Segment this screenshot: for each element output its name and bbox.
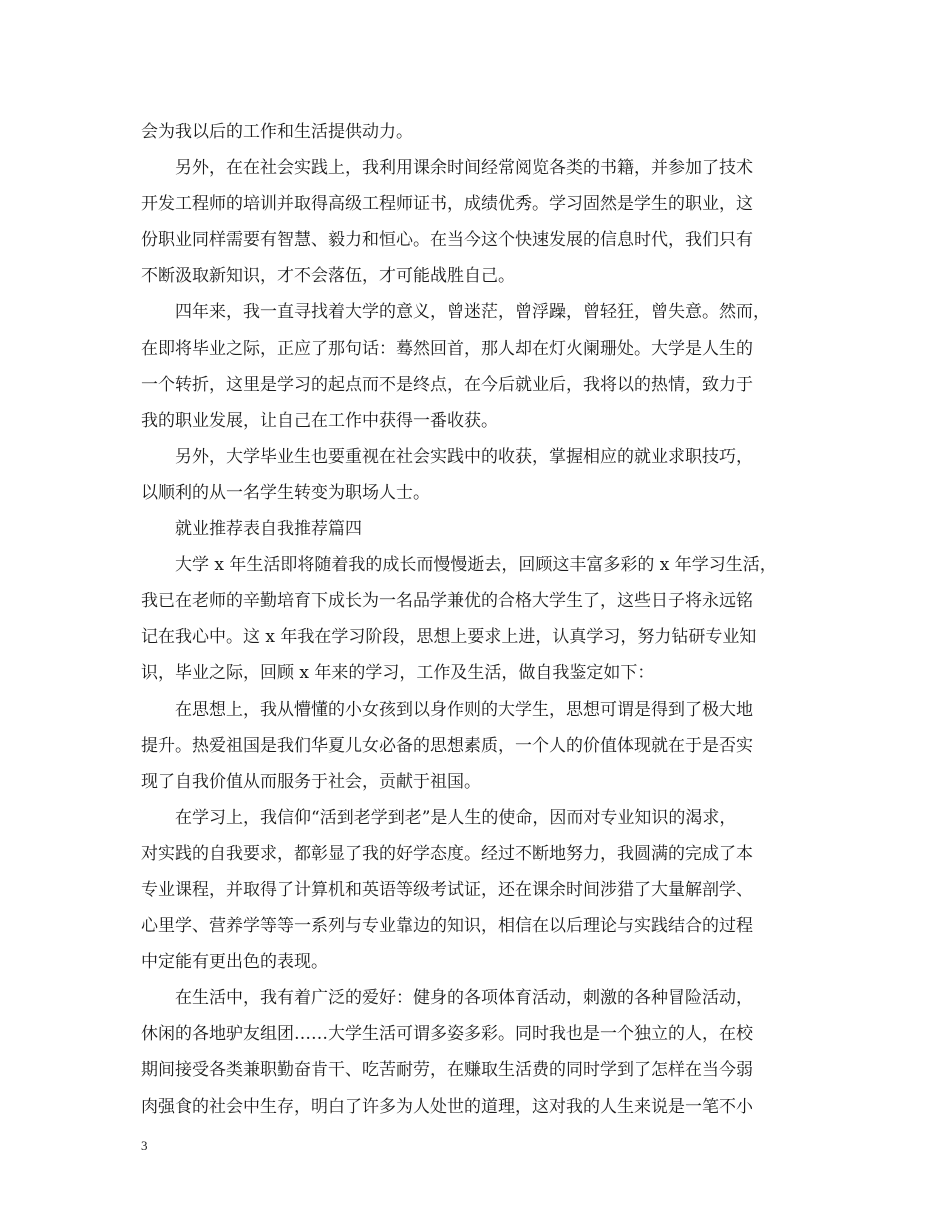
text-line: 以顺利的从一名学生转变为职场人士。 xyxy=(141,482,430,503)
text-line: 另外，在在社会实践上，我利用课余时间经常阅览各类的书籍，并参加了技术 xyxy=(175,158,753,179)
text-line: 在思想上，我从懵懂的小女孩到以身作则的大学生，思想可谓是得到了极大地 xyxy=(175,699,753,720)
text-line: 四年来，我一直寻找着大学的意义，曾迷茫，曾浮躁，曾轻狂，曾失意。然而， xyxy=(175,302,770,323)
page-number: 3 xyxy=(141,1138,148,1153)
section-heading: 就业推荐表自我推荐篇四 xyxy=(175,519,362,540)
text-line: 专业课程，并取得了计算机和英语等级考试证，还在课余时间涉猎了大量解剖学、 xyxy=(141,879,753,900)
text-line: 肉强食的社会中生存，明白了许多为人处世的道理，这对我的人生来说是一笔不小 xyxy=(141,1096,753,1117)
text-line: 另外，大学毕业生也要重视在社会实践中的收获，掌握相应的就业求职技巧， xyxy=(175,446,753,467)
text-line: 记在我心中。这 x 年我在学习阶段，思想上要求上进，认真学习，努力钻研专业知 xyxy=(141,627,757,648)
text-line: 在即将毕业之际，正应了那句话：蓦然回首，那人却在灯火阑珊处。大学是人生的 xyxy=(141,338,753,359)
text-line: 开发工程师的培训并取得高级工程师证书，成绩优秀。学习固然是学生的职业，这 xyxy=(141,194,753,215)
text-line: 中定能有更出色的表现。 xyxy=(141,952,328,973)
text-line: 提升。热爱祖国是我们华夏儿女必备的思想素质，一个人的价值体现就在于是否实 xyxy=(141,735,753,756)
text-line: 我已在老师的辛勤培育下成长为一名品学兼优的合格大学生了，这些日子将永远铭 xyxy=(141,591,753,612)
text-line: 一个转折，这里是学习的起点而不是终点，在今后就业后，我将以的热情，致力于 xyxy=(141,374,753,395)
text-line: 会为我以后的工作和生活提供动力。 xyxy=(141,122,413,142)
text-line: 在生活中，我有着广泛的爱好：健身的各项体育活动，刺激的各种冒险活动， xyxy=(175,988,753,1009)
text-line: 不断汲取新知识，才不会落伍，才可能战胜自己。 xyxy=(141,266,515,287)
text-line: 在学习上，我信仰“活到老学到老”是人生的使命，因而对专业知识的渴求， xyxy=(175,807,737,828)
text-line: 识，毕业之际，回顾 x 年来的学习，工作及生活，做自我鉴定如下： xyxy=(141,663,655,684)
text-line: 现了自我价值从而服务于社会，贡献于祖国。 xyxy=(141,771,481,792)
text-line: 心里学、营养学等等一系列与专业靠边的知识，相信在以后理论与实践结合的过程 xyxy=(141,916,753,937)
text-line: 份职业同样需要有智慧、毅力和恒心。在当今这个快速发展的信息时代，我们只有 xyxy=(141,230,753,251)
document-body xyxy=(141,114,813,1125)
text-line: 我的职业发展，让自己在工作中获得一番收获。 xyxy=(141,410,498,431)
text-line: 休闲的各地驴友组团……大学生活可谓多姿多彩。同时我也是一个独立的人，在校 xyxy=(141,1024,753,1045)
text-line: 期间接受各类兼职勤奋肯干、吃苦耐劳，在赚取生活费的同时学到了怎样在当今弱 xyxy=(141,1060,753,1081)
text-line: 大学 x 年生活即将随着我的成长而慢慢逝去，回顾这丰富多彩的 x 年学习生活， xyxy=(175,555,777,576)
text-line: 对实践的自我要求，都彰显了我的好学态度。经过不断地努力，我圆满的完成了本 xyxy=(141,843,753,864)
